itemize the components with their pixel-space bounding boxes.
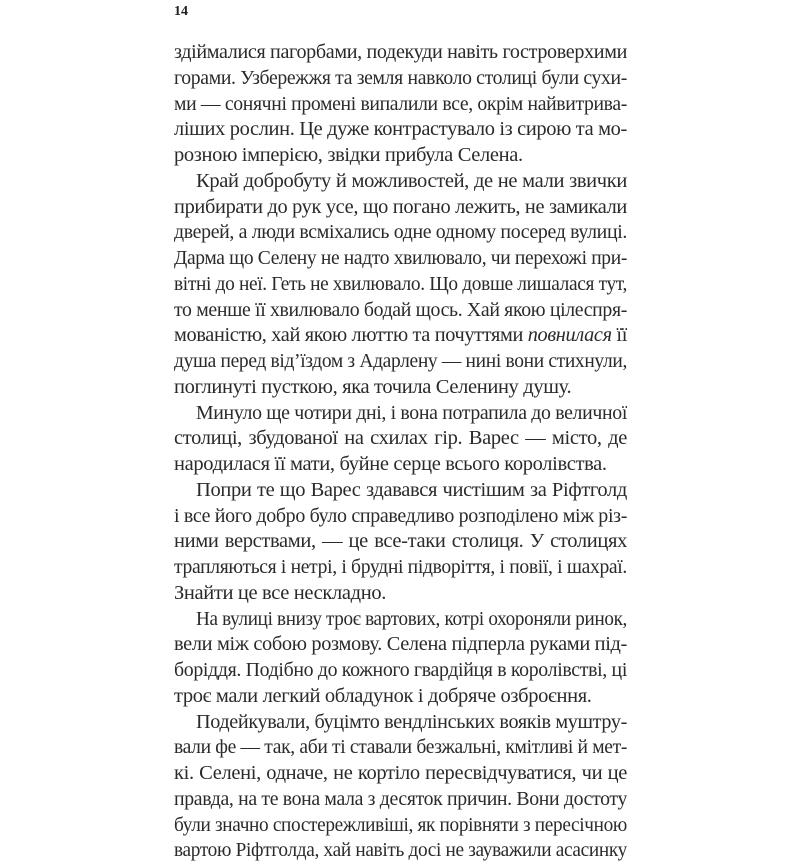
body-text xyxy=(174,40,627,864)
text-line: ліших рослин. Це дуже контрастувало із сирою та мо- xyxy=(174,118,627,141)
text-line: Попри те що Варес здавався чистішим за Ріфтголд xyxy=(196,478,627,501)
italic-emphasis: повнилася xyxy=(527,324,612,347)
text-line: столиці, збудованої на схилах гір. Варес — місто, де xyxy=(174,427,627,450)
text-line: ми — сонячні промені випалили все, окрім найвитрива- xyxy=(174,92,627,115)
text-line: правда, на те вона мала з десяток причин. Вони достоту xyxy=(174,787,627,810)
text-line: дверей, а люди всміхались одне одному посеред вулиці. xyxy=(174,221,627,244)
text-line: Знайти це все нескладно. xyxy=(174,581,387,604)
text-segment: її xyxy=(611,324,627,347)
text-line: вітні до неї. Геть не хвилювало. Що довше лишалася тут, xyxy=(174,272,627,295)
page-number: 14 xyxy=(174,4,188,19)
text-line: поглинуті пусткою, яка точила Селенину душу. xyxy=(174,375,572,398)
text-line: трапляються і нетрі, і брудні підворіття, і повії, і шахраї. xyxy=(174,556,627,578)
text-line: були значно спостережливіші, як порівняти з пересічною xyxy=(174,813,627,836)
text-line: Край добробуту й можливостей, де не мали звички xyxy=(196,169,627,192)
text-line: троє мали легкий обладунок і добряче озброєння. xyxy=(174,684,592,707)
text-line: прибирати до рук усе, що погано лежить, не замикали xyxy=(174,195,627,218)
text-line: боріддя. Подібно до кожного гвардійця в королівстві, ці xyxy=(174,659,627,681)
text-line: душа перед від’їздом з Адарлену — нині вони стихнули, xyxy=(174,350,627,372)
text-line: вели між собою розмову. Селена підперла руками під- xyxy=(174,633,627,656)
text-segment: мованістю, хай якою люттю та почуттями xyxy=(174,324,528,347)
text-line: На вулиці внизу троє вартових, котрі охороняли ринок, xyxy=(196,607,627,630)
text-line: народилася її мати, буйне серце всього королівства. xyxy=(174,453,607,475)
text-line: Минуло ще чотири дні, і вона потрапила до величної xyxy=(196,401,627,424)
text-line: розною імперією, звідки прибула Селена. xyxy=(174,144,523,166)
text-line: вали фе — так, аби ті ставали безжальні, кмітливі й мет- xyxy=(174,736,627,759)
text-line: і все його добро було справедливо розподілено між різ- xyxy=(174,504,627,527)
text-line: здіймалися пагорбами, подекуди навіть гостроверхими xyxy=(174,41,627,63)
text-line: ними верствами, — це все-таки столиця. У столицях xyxy=(174,530,627,553)
text-line: вартою Ріфтголда, хай навіть досі не зауважили асасинку xyxy=(174,839,627,862)
text-line: то менше її хвилювало бодай щось. Хай якою цілеспря- xyxy=(174,298,627,321)
text-line: Подейкували, буцімто вендлінських вояків муштру- xyxy=(196,710,627,733)
text-line: кі. Селені, одначе, не кортіло пересвідчуватися, чи це xyxy=(174,762,627,784)
text-line: Дарма що Селену не надто хвилювало, чи перехожі при- xyxy=(174,247,627,269)
text-line xyxy=(174,323,627,349)
text-line: горами. Узбережжя та земля навколо столиці були сухи- xyxy=(174,66,627,89)
